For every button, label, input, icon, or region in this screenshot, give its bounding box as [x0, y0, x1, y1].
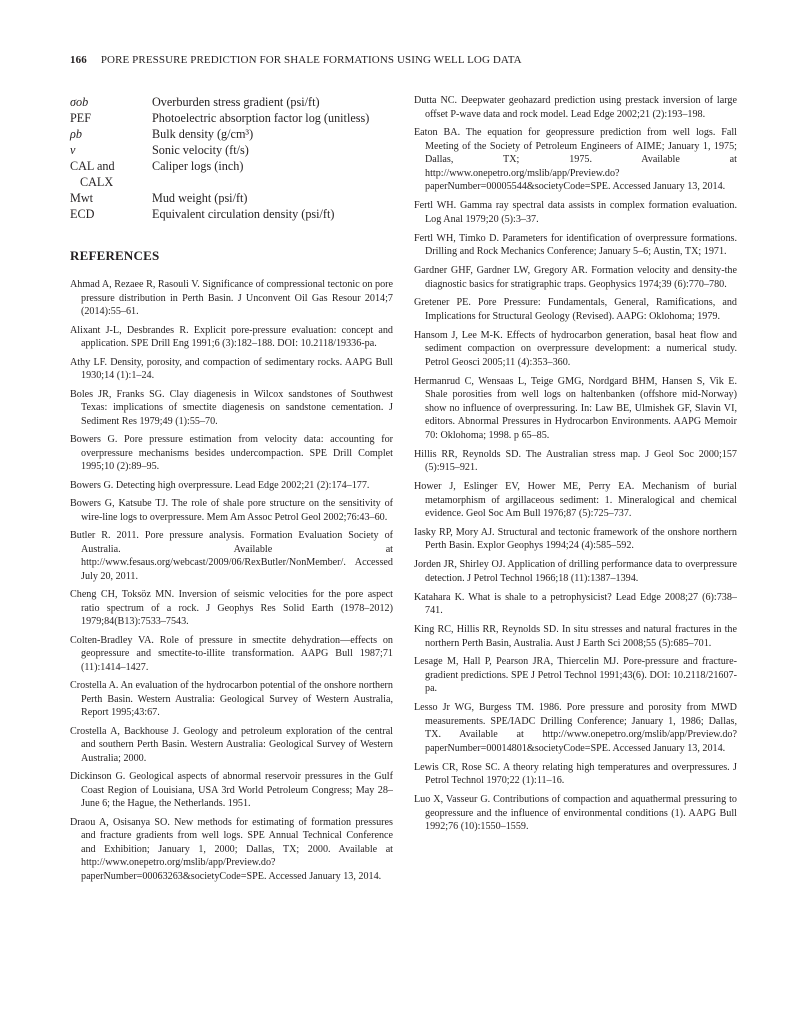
- reference-entry: Dickinson G. Geological aspects of abnormal reservoir pressures in the Gulf Coast Region of Louisiana, USA 3rd World Petroleum Congress; May 28–June 6; the Hague, the Netherlands. 1951.: [70, 771, 393, 809]
- abbreviation-symbol: ρb: [70, 127, 82, 141]
- reference-entry: Luo X, Vasseur G. Contributions of compaction and aquathermal pressuring to geopressure and the influence of environmental conditions (1). AAPG Bull 1992;76 (10):1550–1559.: [414, 794, 737, 833]
- left-column: [70, 94, 393, 888]
- reference-entry: Iasky RP, Mory AJ. Structural and tectonic framework of the onshore northern Perth Basin. Explor Geophys 1994;24 (4):585–592.: [414, 526, 737, 552]
- abbreviation-symbol: CAL and: [70, 159, 115, 173]
- reference-entry: Athy LF. Density, porosity, and compaction of sedimentary rocks. AAPG Bull 1930;14 (1):1–24.: [70, 356, 393, 381]
- reference-entry: Gretener PE. Pore Pressure: Fundamentals, General, Ramifications, and Implications for Structural Geology (Revised). AAPG: Oklohoma; 1979.: [414, 297, 737, 322]
- reference-entry: Crostella A. An evaluation of the hydrocarbon potential of the onshore northern Perth Basin. Western Australia: Geological Survey of Western Australia, Report 1995;43:67.: [70, 680, 393, 718]
- abbreviation-row: [70, 110, 393, 126]
- reference-entry: King RC, Hillis RR, Reynolds SD. In situ stresses and natural fractures in the northern Perth Basin, Australia. Aust J Earth Sci 2008;55 (5):685–701.: [414, 624, 737, 649]
- abbreviation-row: [70, 206, 393, 222]
- reference-entry: Gardner GHF, Gardner LW, Gregory AR. Formation velocity and density-the diagnostic basics for stratigraphic traps. Geophysics 1974;39 (6):770–780.: [414, 265, 737, 290]
- reference-entry: Dutta NC. Deepwater geohazard prediction using prestack inversion of large offset P-wave data and rock model. Lead Edge 2002;21 (2):193–198.: [414, 95, 737, 120]
- reference-entry: Lesso Jr WG, Burgess TM. 1986. Pore pressure and porosity from MWD measurements. SPE/IADC Drilling Conference; January 1, 1986; Dallas, TX. Available at http://www.onepetro.org/mslib/app/Preview.do?paperNumber=00014801&societyCode=SPE. Accessed January 13, 2014.: [414, 702, 737, 754]
- reference-entry: Cheng CH, Toksöz MN. Inversion of seismic velocities for the pore aspect ratio spectrum of a rock. J Geophys Res Solid Earth (1978–2012) 1979;84(B13):7533–7543.: [70, 589, 393, 627]
- abbreviation-definition: Overburden stress gradient (psi/ft): [152, 95, 320, 109]
- abbreviation-symbol: Mwt: [70, 191, 94, 205]
- reference-entry: Hower J, Eslinger EV, Hower ME, Perry EA. Mechanism of burial metamorphism of argillaceous sediment: 1. Mineralogical and chemical evidence. Geol Soc Am Bull 1976;87 (5):725–737.: [414, 481, 737, 520]
- page-number: 166: [70, 54, 87, 66]
- reference-entry: Hermanrud C, Wensaas L, Teige GMG, Nordgard BHM, Hansen S, Vik E. Shale porosities from well logs on haltenbanken (offshore mid-Norway) show no influence of overpressuring. In: Law BE, Ulmishek GF, Slavin VI, editors. Abnormal Pressures in Hydrocarbon Environments. AAPG Memoir 70: Oklohoma; 1998. p 65–85.: [414, 375, 737, 441]
- reference-entry: Bowers G. Detecting high overpressure. Lead Edge 2002;21 (2):174–177.: [70, 479, 370, 491]
- reference-entry: Crostella A, Backhouse J. Geology and petroleum exploration of the central and southern Perth Basin. Western Australia: Geological Survey of Western Australia; 2000.: [70, 725, 393, 764]
- reference-entry: Lewis CR, Rose SC. A theory relating high temperatures and overpressures. J Petrol Technol 1970;22 (1):11–16.: [414, 761, 737, 787]
- right-column: [414, 94, 737, 839]
- abbreviation-definition: Photoelectric absorption factor log (unitless): [152, 111, 370, 125]
- reference-entry: Hillis RR, Reynolds SD. The Australian stress map. J Geol Soc 2000;157 (5):915–921.: [414, 448, 737, 474]
- reference-entry: Fertl WH. Gamma ray spectral data assists in complex formation evaluation. Log Anal 1979;20 (5):3–37.: [414, 200, 737, 225]
- abbreviation-symbol: σob: [70, 95, 89, 109]
- reference-entry: Katahara K. What is shale to a petrophysicist? Lead Edge 2008;27 (6):738–741.: [414, 591, 737, 617]
- abbreviation-symbol: v: [70, 143, 76, 157]
- reference-entry: Boles JR, Franks SG. Clay diagenesis in Wilcox sandstones of Southwest Texas: implications of smectite diagenesis on sandstone cementation. J Sediment Res 1979;49 (1):55–70.: [70, 388, 393, 427]
- abbreviation-definition: Sonic velocity (ft/s): [152, 143, 249, 157]
- abbreviation-row: [70, 126, 393, 142]
- abbreviation-definition: [152, 174, 393, 190]
- abbreviation-row: [70, 158, 393, 174]
- reference-entry: Draou A, Osisanya SO. New methods for estimating of formation pressures and fracture gradients from well logs. SPE Annual Technical Conference and Exhibition; January 1, 2000; Dallas, TX; 2000. Available at http://www.onepetro.org/mslib/app/Preview.do?paperNumber=00063263&societyCode=SPE. Accessed January 13, 2014.: [70, 816, 393, 882]
- reference-entry: Jorden JR, Shirley OJ. Application of drilling performance data to overpressure detection. J Petrol Technol 1966;18 (11):1387–1394.: [414, 559, 737, 584]
- abbreviation-row: [70, 190, 393, 206]
- abbreviation-list: [70, 94, 393, 222]
- abbreviation-symbol: PEF: [70, 111, 92, 125]
- abbreviation-row: [70, 94, 393, 110]
- references-list-left: [70, 278, 393, 883]
- reference-entry: Fertl WH, Timko D. Parameters for identification of overpressure formations. Drilling and Rock Mechanics Conference; January 5–6; Austin, TX; 1971.: [414, 232, 737, 258]
- abbreviation-symbol: CALX: [80, 175, 114, 189]
- reference-entry: Eaton BA. The equation for geopressure prediction from well logs. Fall Meeting of the Society of Petroleum Engineers of AIME; January 1, 1975; Dallas, TX; 1975. Available at http://www.onepetro.org/mslib/app/Preview.do?paperNumber=00005544&societyCode=SPE. Accessed January 13, 2014.: [414, 127, 737, 193]
- reference-entry: Butler R. 2011. Pore pressure analysis. Formation Evaluation Society of Australia. Available at http://www.fesaus.org/webcast/2009/06/RexButler/NonMember/. Accessed July 20, 2011.: [70, 530, 393, 582]
- abbreviation-definition: Equivalent circulation density (psi/ft): [152, 207, 335, 221]
- abbreviation-symbol: ECD: [70, 207, 95, 221]
- abbreviation-definition: Mud weight (psi/ft): [152, 191, 248, 205]
- reference-entry: Ahmad A, Rezaee R, Rasouli V. Significance of compressional tectonic on pore pressure distribution in Perth Basin. J Unconvent Oil Gas Resour 2014;7 (2014):55–61.: [70, 279, 393, 317]
- reference-entry: Alixant J-L, Desbrandes R. Explicit pore-pressure evaluation: concept and application. SPE Drill Eng 1991;6 (3):182–188. DOI: 10.2118/19336-pa.: [70, 324, 393, 349]
- reference-entry: Hansom J, Lee M-K. Effects of hydrocarbon generation, basal heat flow and sediment compaction on overpressure development: a numerical study. Petrol Geosci 2005;11 (4):353–360.: [414, 329, 737, 368]
- reference-entry: Bowers G, Katsube TJ. The role of shale pore structure on the sensitivity of wire-line logs to overpressure. Mem Am Assoc Petrol Geol 2002;76:43–60.: [70, 498, 393, 523]
- reference-entry: Colten-Bradley VA. Role of pressure in smectite dehydration—effects on geopressure and smectite-to-illite transformation. AAPG Bull 1987;71 (11):1414–1427.: [70, 634, 393, 673]
- running-header: [70, 54, 751, 66]
- reference-entry: Bowers G. Pore pressure estimation from velocity data: accounting for overpressure mechanisms besides undercompaction. SPE Drill Complet 1995;10 (2):89–95.: [70, 434, 393, 472]
- references-list-right: [414, 94, 737, 834]
- abbreviation-definition: Caliper logs (inch): [152, 159, 244, 173]
- running-title: PORE PRESSURE PREDICTION FOR SHALE FORMATIONS USING WELL LOG DATA: [100, 54, 522, 66]
- abbreviation-row: [70, 174, 393, 190]
- abbreviation-definition: Bulk density (g/cm³): [152, 127, 254, 141]
- abbreviation-row: [70, 142, 393, 158]
- reference-entry: Lesage M, Hall P, Pearson JRA, Thiercelin MJ. Pore-pressure and fracture-gradient predictions. SPE J Petrol Technol 1991;43(6). DOI: 10.2118/21607-pa.: [414, 656, 737, 695]
- references-heading: REFERENCES: [70, 248, 160, 263]
